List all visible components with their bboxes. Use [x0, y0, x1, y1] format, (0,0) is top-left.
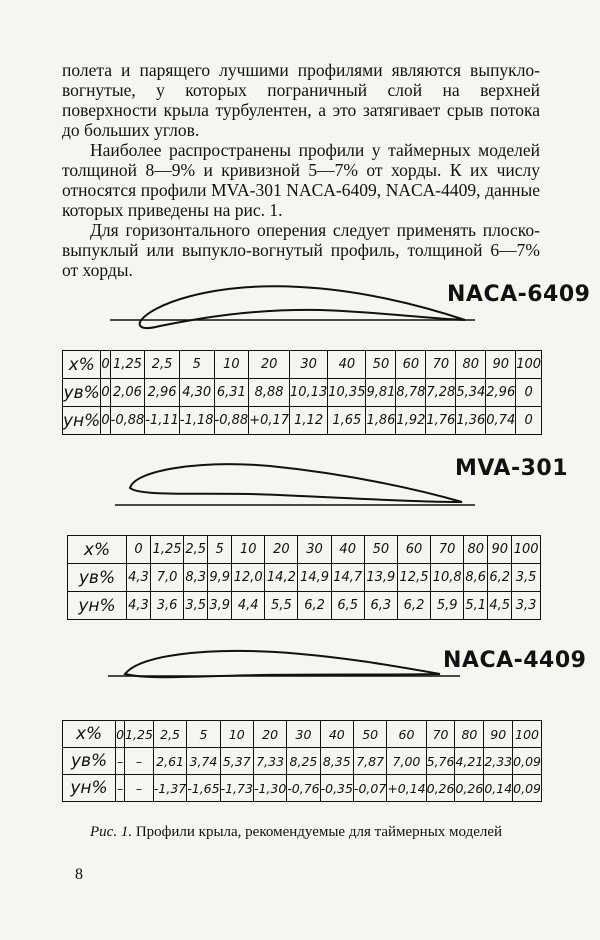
table-cell: 50	[364, 536, 397, 564]
table-cell: 5	[187, 721, 220, 748]
table-cell: 40	[331, 536, 364, 564]
table-cell: 10	[214, 351, 249, 379]
profile-name-mva-301: MVA-301	[455, 456, 569, 481]
table-cell: 80	[456, 351, 486, 379]
table-cell: 1,12	[290, 407, 328, 435]
table-cell: 8,35	[320, 748, 353, 775]
table-cell: 14,2	[265, 564, 298, 592]
table-cell: -1,37	[153, 775, 186, 802]
table-cell: 7,0	[151, 564, 184, 592]
table-cell: 0,26	[455, 775, 484, 802]
table-cell: 3,6	[151, 592, 184, 620]
table-cell: 4,21	[455, 748, 484, 775]
table-cell: 3,5	[184, 592, 208, 620]
table-cell: 9,9	[208, 564, 232, 592]
table-cell: 80	[464, 536, 488, 564]
table-cell: 8,3	[184, 564, 208, 592]
table-row	[63, 351, 542, 379]
table-cell: 100	[513, 721, 542, 748]
row-label: yв%	[63, 748, 116, 775]
table-cell: 1,36	[456, 407, 486, 435]
table-cell: 4,30	[179, 379, 214, 407]
paragraph: полета и парящего лучшими профилями являются выпукло-вогнутые, у которых пограничный слой на верхней поверхности крыла турбулентен, а это затягивает срыв потока до больших углов.	[62, 60, 540, 140]
table-cell: 70	[431, 536, 464, 564]
table-cell: 0	[116, 721, 125, 748]
table-cell: 3,3	[512, 592, 541, 620]
table-cell: -1,30	[253, 775, 286, 802]
airfoil-mva-301	[115, 464, 475, 505]
table-cell: 1,25	[125, 721, 154, 748]
table-cell: 1,65	[328, 407, 366, 435]
table-cell: 4,4	[232, 592, 265, 620]
table-cell: -0,76	[287, 775, 320, 802]
table-cell: 0	[127, 536, 151, 564]
paragraph: Для горизонтального оперения следует применять плоско-выпуклый или выпукло-вогнутый профиль, толщиной 6—7% от хорды.	[62, 220, 540, 280]
table-cell: 5,34	[456, 379, 486, 407]
table-cell: 5,5	[265, 592, 298, 620]
row-label: x%	[63, 351, 101, 379]
table-row	[63, 379, 542, 407]
table-cell: 40	[328, 351, 366, 379]
profile-name-naca-6409: NACA-6409	[447, 282, 591, 307]
table-cell: 0	[101, 351, 110, 379]
table-cell: 4,3	[127, 564, 151, 592]
table-cell: 0,74	[486, 407, 516, 435]
figure-label: Рис. 1.	[90, 824, 133, 840]
table-cell: 80	[455, 721, 484, 748]
table-cell: 1,25	[110, 351, 145, 379]
table-row	[63, 748, 542, 775]
table-cell: 60	[396, 351, 426, 379]
table-cell: 6,2	[488, 564, 512, 592]
row-label: yн%	[63, 775, 116, 802]
table-cell: 12,5	[397, 564, 430, 592]
table-cell: 2,5	[145, 351, 180, 379]
row-label: yн%	[68, 592, 127, 620]
table-cell: 70	[426, 721, 455, 748]
table-cell: 7,33	[253, 748, 286, 775]
table-cell: 0,09	[513, 775, 542, 802]
table-cell: –	[125, 748, 154, 775]
airfoil-naca-6409	[110, 286, 475, 328]
table-cell: 1,92	[396, 407, 426, 435]
table-cell: 6,3	[364, 592, 397, 620]
table-row	[63, 407, 542, 435]
table-cell: 70	[426, 351, 456, 379]
table-cell: 5	[208, 536, 232, 564]
table-cell: 10	[232, 536, 265, 564]
table-cell: 30	[290, 351, 328, 379]
table-cell: 4,3	[127, 592, 151, 620]
table-cell: 2,06	[110, 379, 145, 407]
table-cell: 5,1	[464, 592, 488, 620]
table-cell: 6,5	[331, 592, 364, 620]
table-cell: 3,5	[512, 564, 541, 592]
table-cell: 7,00	[387, 748, 426, 775]
table-cell: 0,26	[426, 775, 455, 802]
table-cell: 14,9	[298, 564, 331, 592]
table-cell: 90	[484, 721, 513, 748]
table-cell: 2,61	[153, 748, 186, 775]
profile-table-naca-4409	[62, 720, 542, 802]
figure-caption-text: Профили крыла, рекомендуемые для таймерных моделей	[132, 824, 503, 840]
profile-table-mva-301	[67, 535, 541, 620]
table-cell: 8,25	[287, 748, 320, 775]
table-cell: 2,96	[486, 379, 516, 407]
table-row	[68, 592, 541, 620]
table-cell: 14,7	[331, 564, 364, 592]
table-cell: 60	[387, 721, 426, 748]
table-cell: -1,11	[145, 407, 180, 435]
table-cell: 3,74	[187, 748, 220, 775]
table-cell: -1,18	[179, 407, 214, 435]
profile-table-naca-6409	[62, 350, 542, 435]
table-cell: 6,2	[397, 592, 430, 620]
table-cell: 1,76	[426, 407, 456, 435]
row-label: yв%	[63, 379, 101, 407]
table-cell: 50	[366, 351, 396, 379]
table-cell: 1,86	[366, 407, 396, 435]
table-cell: -1,65	[187, 775, 220, 802]
table-row	[63, 775, 542, 802]
row-label: x%	[63, 721, 116, 748]
table-cell: 0	[101, 407, 110, 435]
table-cell: 10	[220, 721, 253, 748]
table-cell: 0,09	[513, 748, 542, 775]
table-cell: 20	[253, 721, 286, 748]
table-cell: 20	[249, 351, 290, 379]
table-cell: 6,2	[298, 592, 331, 620]
table-cell: +0,14	[387, 775, 426, 802]
table-cell: 30	[298, 536, 331, 564]
table-row	[68, 564, 541, 592]
paragraph: Наиболее распространены профили у таймерных моделей толщиной 8—9% и кривизной 5—7% от хорды. К их числу относятся профили MVA-301 NACA-6409, NACA-4409, данные которых приведены на рис. 1.	[62, 140, 540, 220]
table-cell: 8,88	[249, 379, 290, 407]
table-cell: –	[116, 748, 125, 775]
table-cell: 9,81	[366, 379, 396, 407]
table-cell: -0,88	[214, 407, 249, 435]
table-cell: 40	[320, 721, 353, 748]
table-cell: 90	[488, 536, 512, 564]
table-cell: 2,5	[184, 536, 208, 564]
table-cell: 0	[516, 407, 542, 435]
table-cell: 60	[397, 536, 430, 564]
table-cell: 1,25	[151, 536, 184, 564]
table-cell: 100	[516, 351, 542, 379]
body-text	[62, 60, 540, 280]
table-cell: 90	[486, 351, 516, 379]
table-cell: 10,13	[290, 379, 328, 407]
table-cell: 12,0	[232, 564, 265, 592]
table-row	[68, 536, 541, 564]
row-label: yв%	[68, 564, 127, 592]
page-number: 8	[75, 866, 83, 883]
table-cell: 5,37	[220, 748, 253, 775]
table-cell: 8,6	[464, 564, 488, 592]
profile-name-naca-4409: NACA-4409	[443, 648, 587, 673]
figure-caption	[90, 824, 502, 841]
table-cell: 13,9	[364, 564, 397, 592]
table-cell: 0	[101, 379, 110, 407]
table-cell: 50	[353, 721, 386, 748]
row-label: x%	[68, 536, 127, 564]
table-cell: +0,17	[249, 407, 290, 435]
table-cell: 5	[179, 351, 214, 379]
table-cell: 5,76	[426, 748, 455, 775]
table-cell: -0,07	[353, 775, 386, 802]
table-cell: 20	[265, 536, 298, 564]
table-cell: 6,31	[214, 379, 249, 407]
table-cell: 2,5	[153, 721, 186, 748]
table-cell: 3,9	[208, 592, 232, 620]
table-cell: 10,8	[431, 564, 464, 592]
table-cell: –	[125, 775, 154, 802]
table-cell: -0,88	[110, 407, 145, 435]
row-label: yн%	[63, 407, 101, 435]
table-cell: 10,35	[328, 379, 366, 407]
table-cell: 4,5	[488, 592, 512, 620]
table-cell: 0,14	[484, 775, 513, 802]
table-cell: 100	[512, 536, 541, 564]
table-cell: 2,33	[484, 748, 513, 775]
table-cell: 2,96	[145, 379, 180, 407]
table-cell: 5,9	[431, 592, 464, 620]
table-cell: 7,28	[426, 379, 456, 407]
table-cell: 0	[516, 379, 542, 407]
table-cell: 30	[287, 721, 320, 748]
table-cell: –	[116, 775, 125, 802]
table-cell: 8,78	[396, 379, 426, 407]
table-cell: -1,73	[220, 775, 253, 802]
table-row	[63, 721, 542, 748]
table-cell: 7,87	[353, 748, 386, 775]
table-cell: -0,35	[320, 775, 353, 802]
airfoil-naca-4409	[108, 651, 460, 677]
